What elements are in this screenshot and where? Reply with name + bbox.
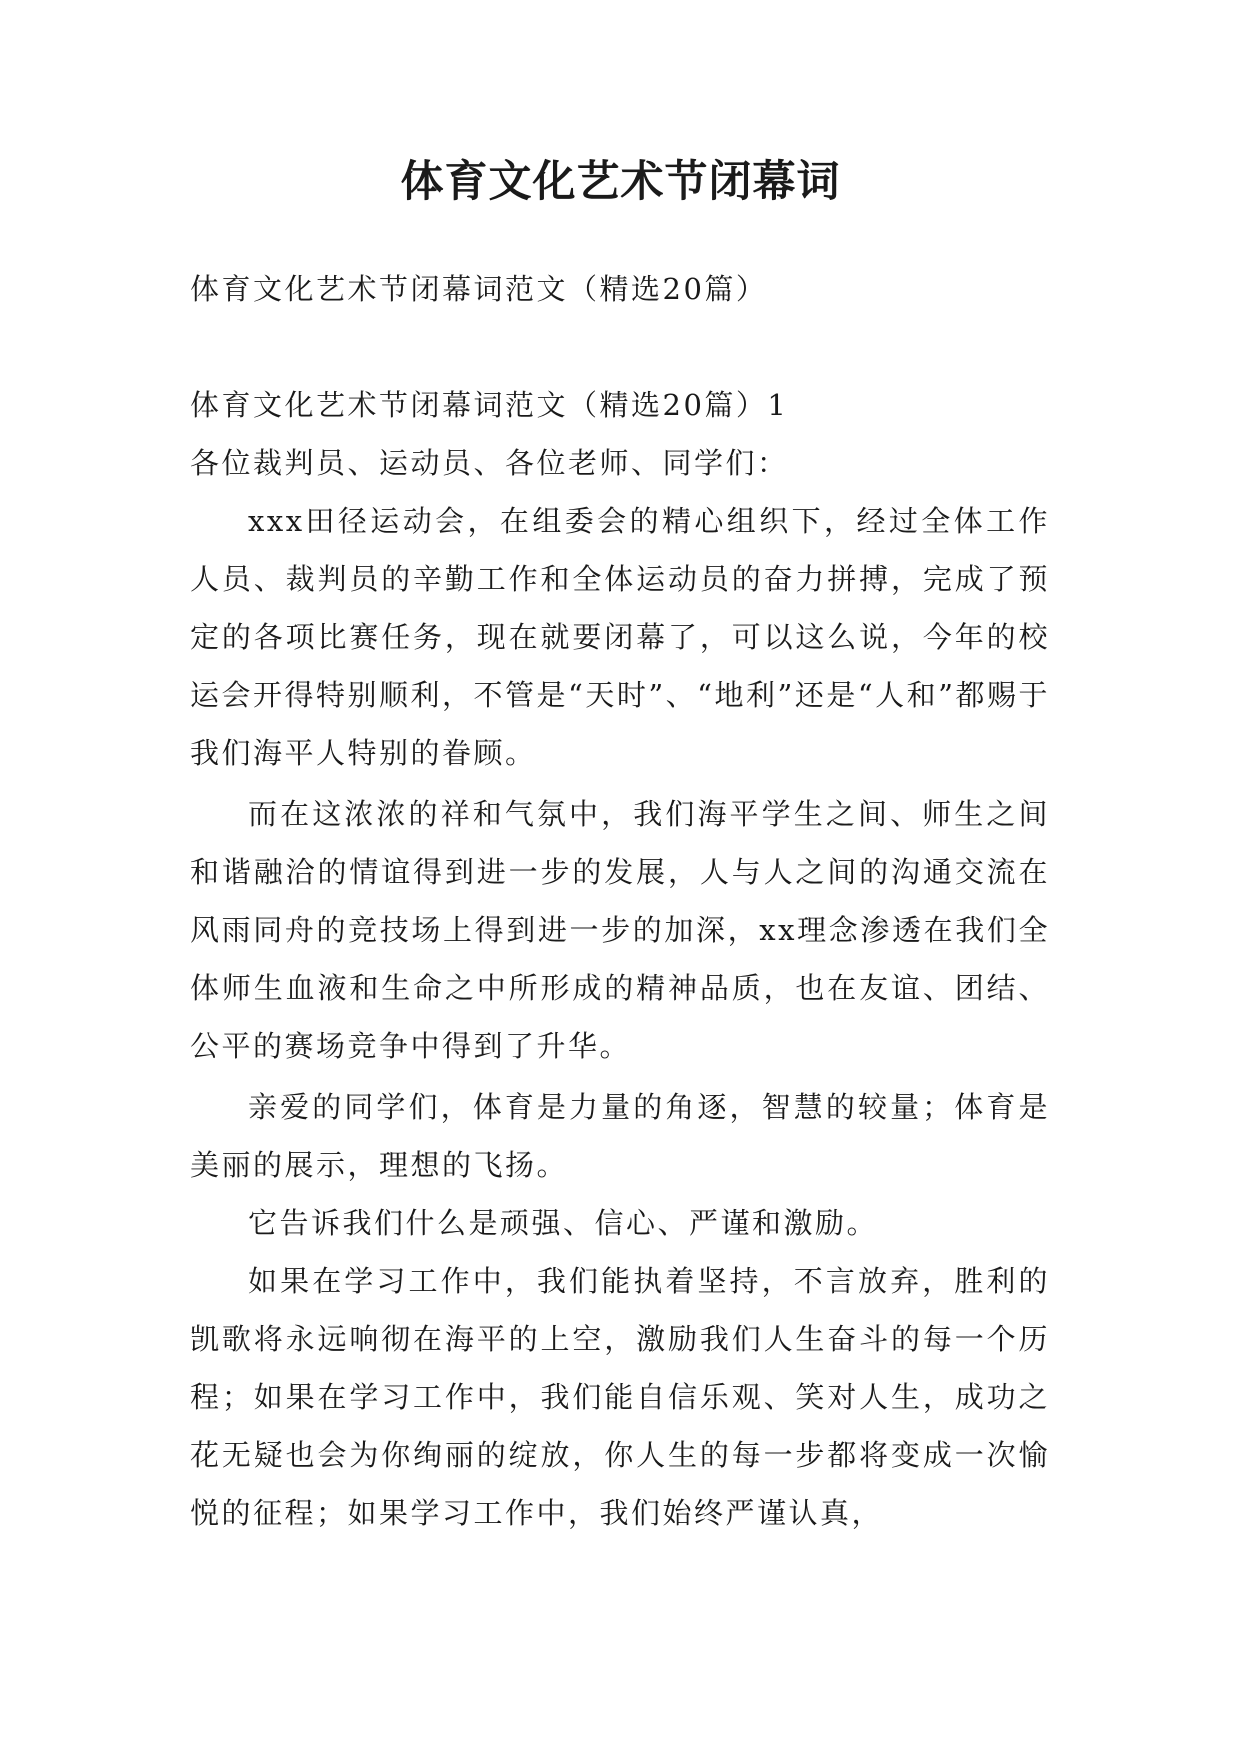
body-paragraph: xxx田径运动会，在组委会的精心组织下，经过全体工作人员、裁判员的辛勤工作和全体运动员的奋力拼搏，完成了预定的各项比赛任务，现在就要闭幕了，可以这么说，今年的校运会开得特别顺利，不管是“天时”、“地利”还是“人和”都赐于我们海平人特别的眷顾。 xyxy=(190,504,1050,770)
document-subtitle: 体育文化艺术节闭幕词范文（精选20篇） xyxy=(190,272,768,306)
section-heading: 体育文化艺术节闭幕词范文（精选20篇）1 xyxy=(190,388,789,422)
body-paragraph: 亲爱的同学们，体育是力量的角逐，智慧的较量；体育是美丽的展示，理想的飞扬。 xyxy=(190,1090,1050,1182)
body-paragraph: 它告诉我们什么是顽强、信心、严谨和激励。 xyxy=(248,1206,879,1240)
body-paragraph: 如果在学习工作中，我们能执着坚持，不言放弃，胜利的凯歌将永远响彻在海平的上空，激励我们人生奋斗的每一个历程；如果在学习工作中，我们能自信乐观、笑对人生，成功之花无疑也会为你绚丽的绽放，你人生的每一步都将变成一次愉悦的征程；如果学习工作中，我们始终严谨认真， xyxy=(190,1264,1050,1530)
body-paragraph: 而在这浓浓的祥和气氛中，我们海平学生之间、师生之间和谐融洽的情谊得到进一步的发展，人与人之间的沟通交流在风雨同舟的竞技场上得到进一步的加深，xx理念渗透在我们全体师生血液和生命之中所形成的精神品质，也在友谊、团结、公平的赛场竞争中得到了升华。 xyxy=(190,797,1050,1063)
document-title: 体育文化艺术节闭幕词 xyxy=(400,157,841,207)
salutation: 各位裁判员、运动员、各位老师、同学们： xyxy=(190,446,789,480)
document-body xyxy=(190,260,1050,1542)
